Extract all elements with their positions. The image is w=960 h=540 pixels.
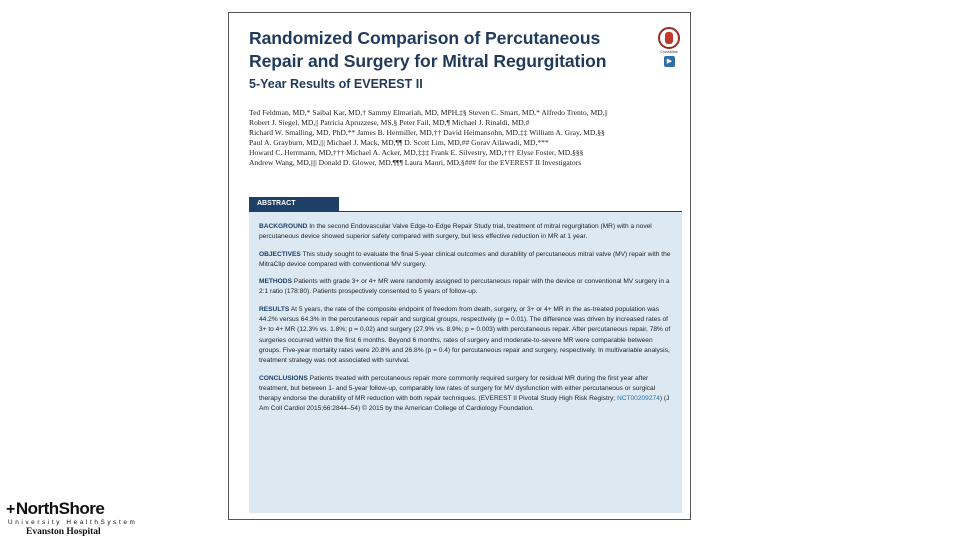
conclusions-text: Patients treated with percutaneous repair more commonly required surgery for residual MR during the first year after treatment, but between 1- and 5-year follow-up, comparably low rates of surgery for MV dysfunction with either percutaneous or surgical therapy endorse the durability of MR reduction with both repair techniques. (EVEREST II Pivotal Study High Risk Registry; <box>259 374 656 403</box>
author-line: Robert J. Siegel, MD,|| Patricia Apruzzese, MS,§ Peter Fail, MD,¶ Michael J. Rinaldi, MD,# <box>249 118 530 128</box>
author-line: Richard W. Smalling, MD, PhD,** James B. Hermiller, MD,†† David Heimansohn, MD,‡‡ William A. Gray, MD,§§ <box>249 128 605 138</box>
logo-brand <box>6 500 156 519</box>
author-line: Paul A. Grayburn, MD,||| Michael J. Mack, MD,¶¶ D. Scott Lim, MD,## Gorav Ailawadi, MD,*** <box>249 138 549 148</box>
northshore-logo <box>6 500 156 540</box>
article-subtitle: 5-Year Results of EVEREST II <box>249 77 423 91</box>
methods-text: Patients with grade 3+ or 4+ MR were randomly assigned to percutaneous repair with the device or conventional MV surgery in a 2:1 ratio (178:80). Patients prospectively consented to 5 years of follow-up. <box>259 278 670 296</box>
background-text: In the second Endovascular Valve Edge-to-Edge Repair Study trial, treatment of mitral regurgitation (MR) with a novel percutaneous device showed superior safety compared with surgery, but less effective reduction in MR at 1 year. <box>259 223 652 241</box>
logo-plus-icon: + <box>6 501 15 518</box>
methods-heading: METHODS <box>259 278 292 286</box>
conclusions-citation: ) (J Am Coll Cardiol 2015;66:2844–54) © 2015 by the American College of Cardiology Foundation. <box>259 395 670 413</box>
results-heading: RESULTS <box>259 305 290 313</box>
author-line: Ted Feldman, MD,* Saibal Kar, MD,† Sammy Elmariah, MD, MPH,‡§ Steven C. Smart, MD,* Alfredo Trento, MD,|| <box>249 108 608 117</box>
author-line: Howard C. Herrmann, MD,††† Michael A. Acker, MD,‡‡‡ Frank E. Silvestry, MD,††† Elyse Foster, MD,§§§ <box>249 148 584 158</box>
abstract-objectives <box>259 250 672 271</box>
nct-link[interactable]: NCT00209274 <box>616 395 660 403</box>
abstract-results <box>259 305 672 367</box>
objectives-text: This study sought to evaluate the final 5-year clinical outcomes and durability of percutaneous mitral valve (MV) repair with the MitraClip device compared with conventional MV surgery. <box>259 250 671 268</box>
article-title: Randomized Comparison of Percutaneous Repair and Surgery for Mitral Regurgitation <box>249 28 607 71</box>
abstract-box <box>249 211 682 513</box>
logo-hospital: Evanston Hospital <box>26 527 101 537</box>
abstract-tab: ABSTRACT <box>249 197 339 211</box>
article-page <box>228 12 691 520</box>
crossmark-icon <box>658 27 680 49</box>
abstract-methods <box>259 277 672 298</box>
conclusions-heading: CONCLUSIONS <box>259 374 308 382</box>
abstract-conclusions <box>259 374 672 415</box>
crossmark-label: CrossMark <box>660 50 678 54</box>
results-text: At 5 years, the rate of the composite endpoint of freedom from death, surgery, or 3+ or 4+ MR in the as-treated population was 44.2% versus 64.3% in the percutaneous repair and surgical groups, respectively (p = 0.01). The difference was driven by increased rates of 3+ to 4+ MR (12.3% vs. 1.8%; p = 0.02) and surgery (27.9% vs. 8.9%; p = 0.003) with percutaneous repair. After percutaneous repair, 78% of surgeries occurred within the first 6 months. Beyond 6 months, rates of surgery and moderate-to-severe MR were comparable between groups. Five-year mortality rates were 20.8% and 26.8% (p = 0.4) for percutaneous repair and surgery, respectively. In multivariable analysis, treatment strategy was not associated with survival. <box>259 305 671 365</box>
logo-system: University HealthSystem <box>8 519 138 526</box>
author-line: Andrew Wang, MD,|||| Donald D. Glower, MD,¶¶¶ Laura Mauri, MD,§### for the EVEREST II Investigators <box>249 158 582 168</box>
background-heading: BACKGROUND <box>259 223 308 230</box>
logo-brand-text: NorthShore <box>15 499 105 518</box>
author-list <box>249 108 679 169</box>
objectives-heading: OBJECTIVES <box>259 250 301 258</box>
audio-icon[interactable]: ▶ <box>664 56 675 67</box>
abstract-background <box>259 222 672 243</box>
